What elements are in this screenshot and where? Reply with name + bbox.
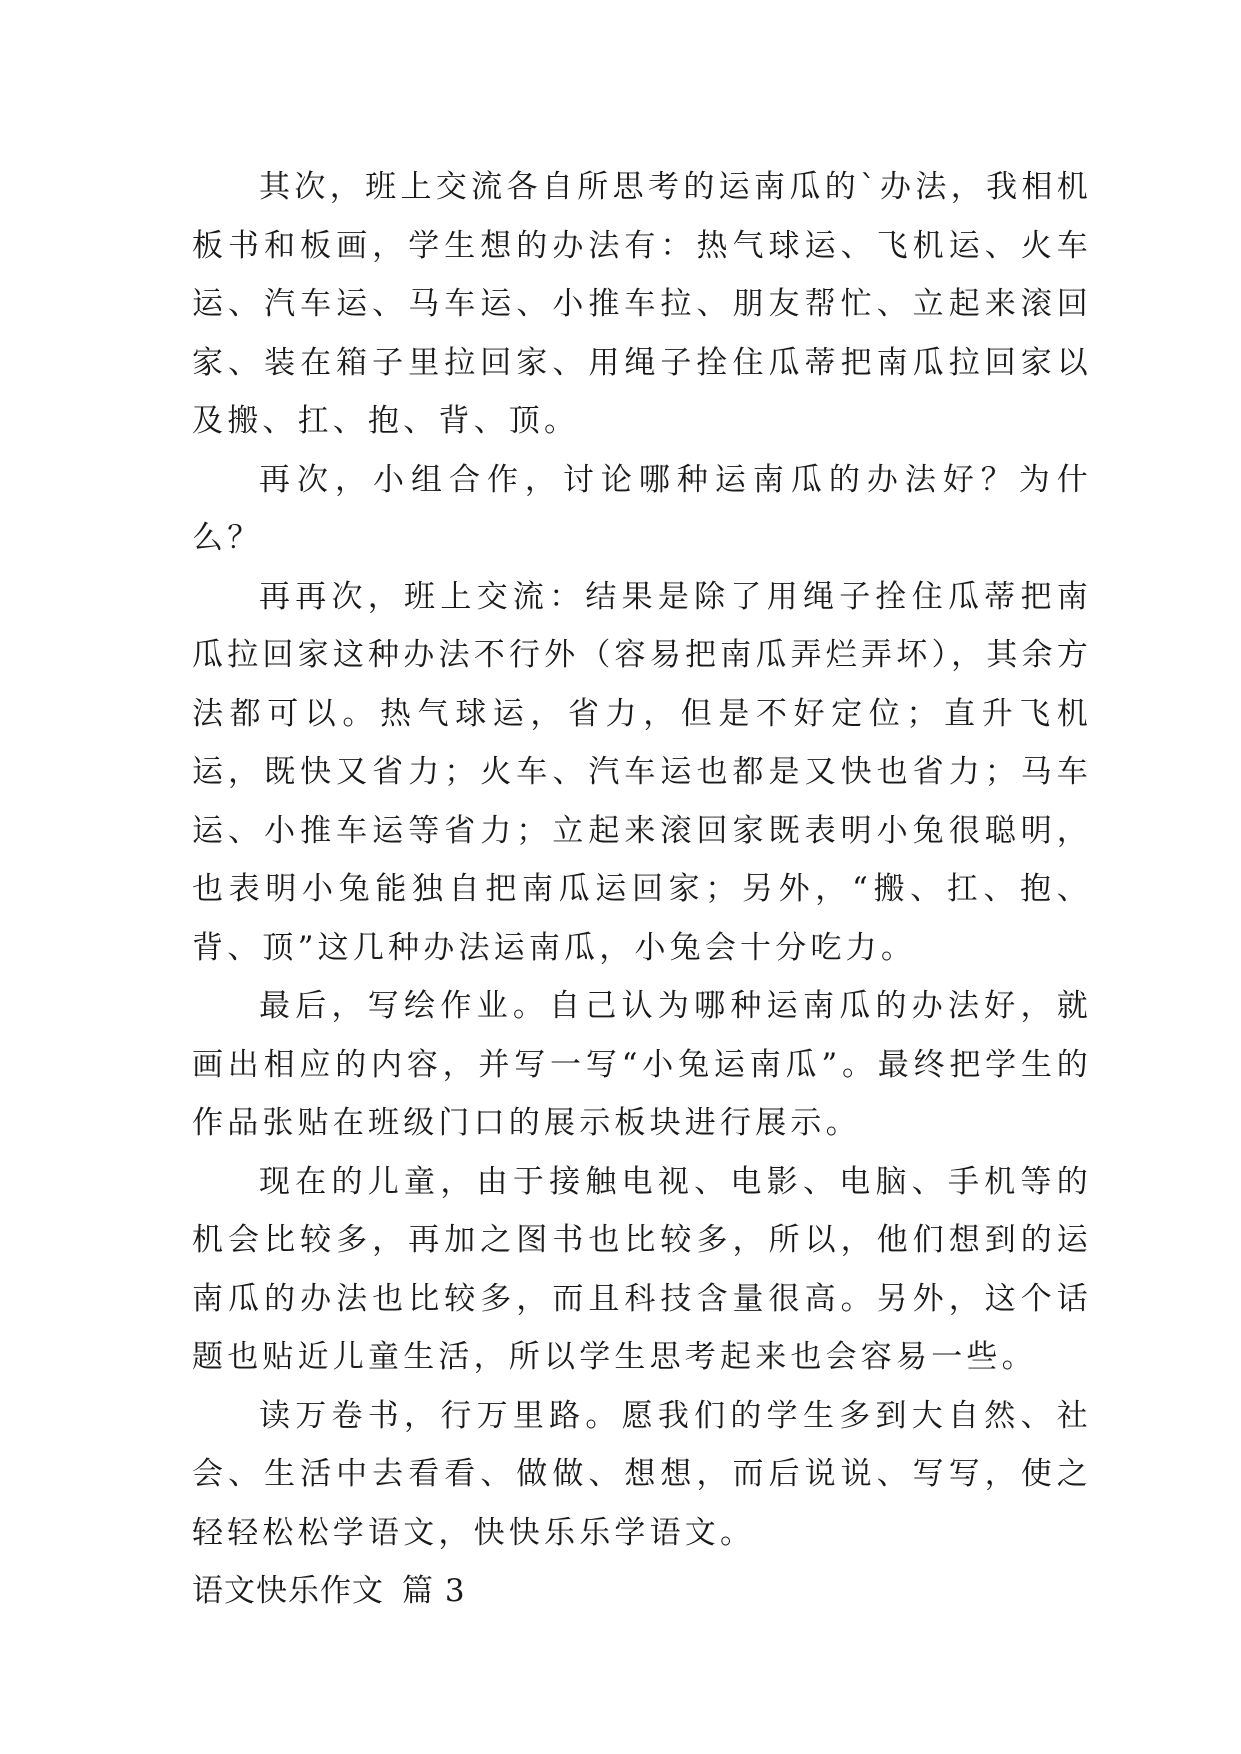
paragraph-2: 再次，小组合作，讨论哪种运南瓜的办法好？为什么？ (192, 461, 1092, 556)
paragraph-5: 现在的儿童，由于接触电视、电影、电脑、手机等的机会比较多，再加之图书也比较多，所以，他们想到的运南瓜的办法也比较多，而且科技含量很高。另外，这个话题也贴近儿童生活，所以学生思考起来也会容易一些。 (192, 1163, 1092, 1375)
document-page (192, 158, 1092, 1621)
paragraph-1: 其次，班上交流各自所思考的运南瓜的`办法，我相机板书和板画，学生想的办法有：热气球运、飞机运、火车运、汽车运、马车运、小推车拉、朋友帮忙、立起来滚回家、装在箱子里拉回家、用绳子拴住瓜蒂把南瓜拉回家以及搬、扛、抱、背、顶。 (192, 169, 1092, 439)
section-heading-title: 语文快乐作文 (192, 1573, 384, 1609)
section-heading (192, 1562, 1092, 1621)
paragraph-4: 最后，写绘作业。自己认为哪种运南瓜的办法好，就画出相应的内容，并写一写“小兔运南瓜”。最终把学生的作品张贴在班级门口的展示板块进行展示。 (192, 988, 1092, 1141)
paragraph-3: 再再次，班上交流：结果是除了用绳子拴住瓜蒂把南瓜拉回家这种办法不行外（容易把南瓜弄烂弄坏），其余方法都可以。热气球运，省力，但是不好定位；直升飞机运，既快又省力；火车、汽车运也都是又快也省力；马车运、小推车运等省力；立起来滚回家既表明小兔很聪明，也表明小兔能独自把南瓜运回家；另外，“搬、扛、抱、背、顶”这几种办法运南瓜，小兔会十分吃力。 (192, 578, 1092, 966)
section-heading-number: 篇 3 (402, 1573, 466, 1609)
paragraph-6: 读万卷书，行万里路。愿我们的学生多到大自然、社会、生活中去看看、做做、想想，而后说说、写写，使之轻轻松松学语文，快快乐乐学语文。 (192, 1397, 1092, 1551)
